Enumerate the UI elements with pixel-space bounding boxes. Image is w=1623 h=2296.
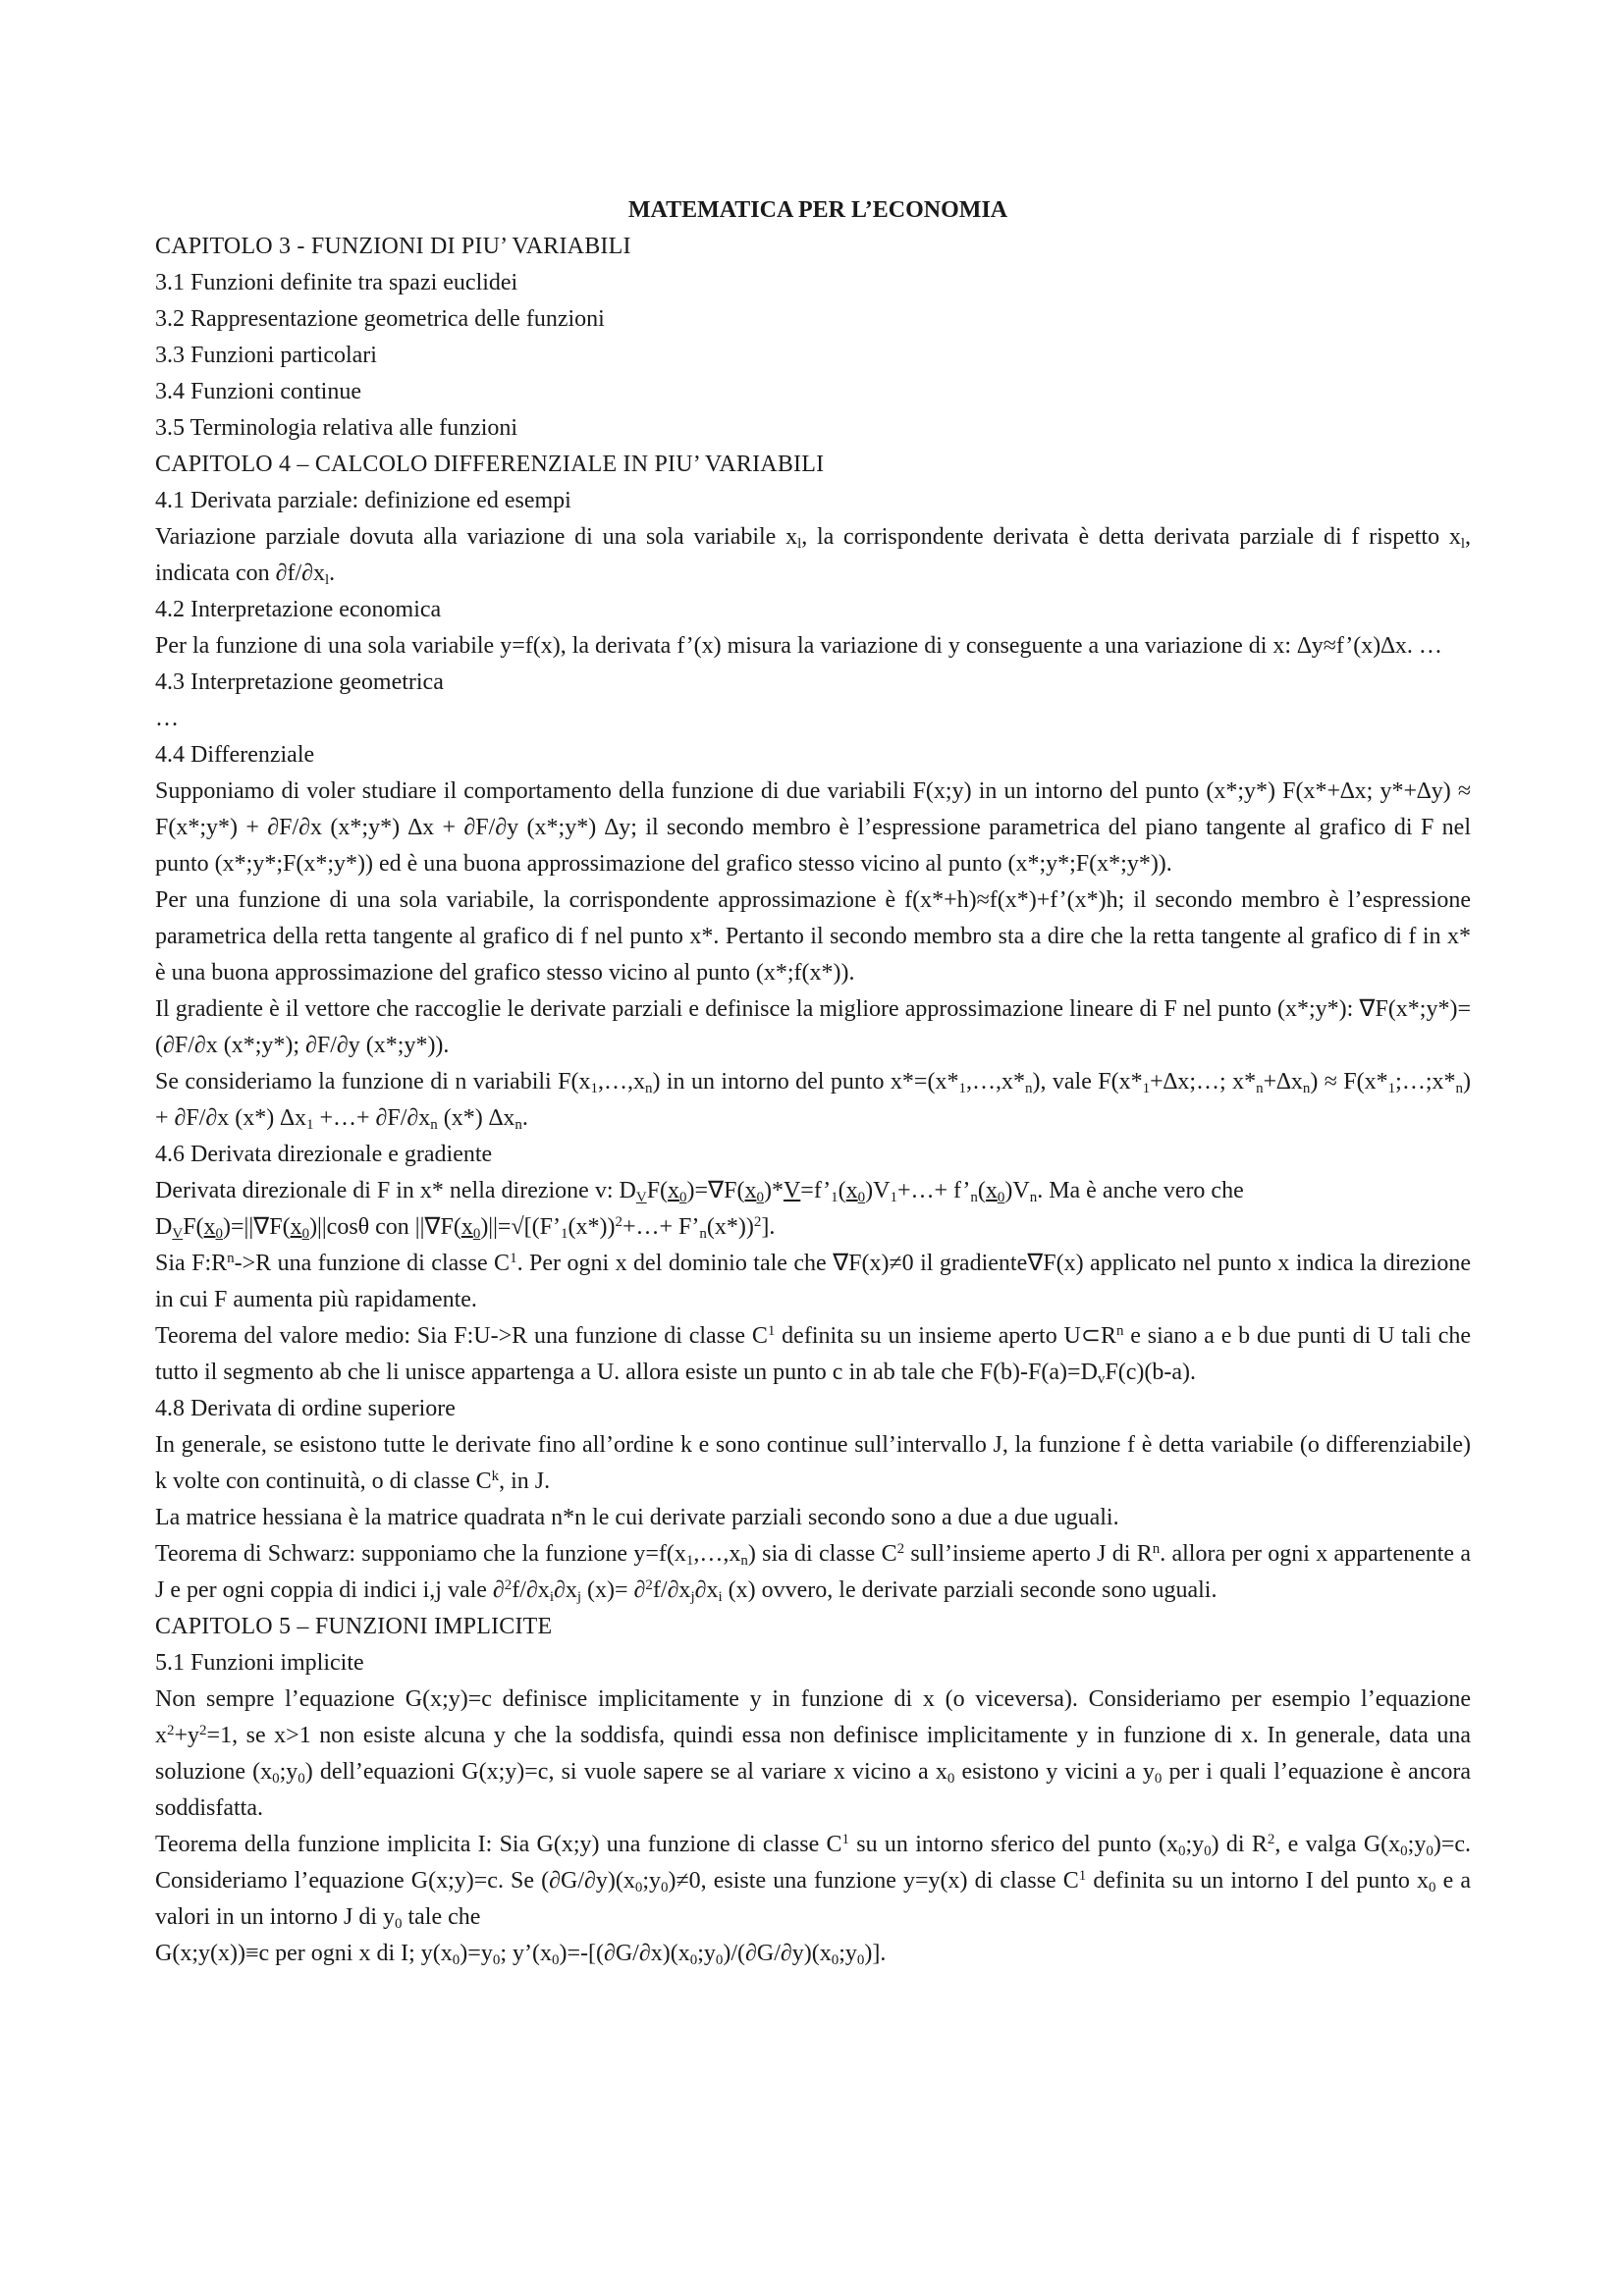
section-3-2: 3.2 Rappresentazione geometrica delle funzioni xyxy=(155,306,605,332)
section-4-4-intro: Supponiamo di voler studiare il comportamento della funzione di due variabili F(x;y) in un intorno del punto (x*;y*) F(x*+∆x; y*+∆y) ≈ F(x*;y*) + ∂F/∂x (x*;y*) ∆x + ∂F/∂y (x*;y*) ∆y; il secondo membro è l’espressione parametrica del piano tangente al grafico di F nel punto (x*;y*;F(x*;y*)) ed è una buona approssimazione del grafico stesso vicino al punto (x*;y*;F(x*;y*)). xyxy=(155,778,1471,877)
section-4-3-text: … xyxy=(155,706,179,731)
section-4-3-heading: 4.3 Interpretazione geometrica xyxy=(155,669,444,695)
document-page xyxy=(155,192,1471,1972)
section-4-6-cosine-formula: $D_VF(x_0)=||\nabla F(x_0)||\cos\theta$ con $||\nabla F(x_0)||=√[(F’_1(x*))^2+\dots+$ $F’_n(x*))^2$]. xyxy=(155,1214,776,1242)
section-4-4-gradient: Il gradiente è il vettore che raccoglie le derivate parziali e definisce la migliore approssimazione lineare di F nel punto (x*;y*): ∇F(x*;y*)=(∂F/∂x (x*;y*); ∂F/∂y (x*;y*)). xyxy=(155,996,1471,1058)
section-5-1-heading: 5.1 Funzioni implicite xyxy=(155,1650,364,1676)
section-3-3: 3.3 Funzioni particolari xyxy=(155,343,377,368)
section-3-4: 3.4 Funzioni continue xyxy=(155,379,361,404)
section-5-1-implicit-function-theorem: Teorema della funzione implicita I: Sia G(x;y) una funzione di classe $C^1$ su un intorno sferico del punto $(x_0;y_0)$ di $R^2$, e valga $G(x_0;y_0)=c$. Consideriamo l’equazione G(x;y)=c. Se $(\partial G/\partial y)(x_0;y_0)\ne 0$, esiste una funzione y=y(x) di classe $C^1$ definita su un intorno I del punto $x_0$ e a valori in un intorno J di $y_0$ tale che xyxy=(155,1832,1472,1932)
section-4-8-general: In generale, se esistono tutte le derivate fino all’ordine k e sono continue sull’intervallo J, la funzione f è detta variabile (o differenziabile) k volte con continuità, o di classe $C^k$, in J. xyxy=(155,1432,1471,1494)
section-4-6-gradient-direction: Sia $F:R^n->R$ una funzione di classe $C^1$. Per ogni x del dominio tale che ∇F(x)≠0 il gradiente∇F(x) applicato nel punto x indica la direzione in cui F aumenta più rapidamente. xyxy=(155,1251,1471,1312)
chapter-3-heading: CAPITOLO 3 - FUNZIONI DI PIU’ VARIABILI xyxy=(155,234,631,259)
section-3-1: 3.1 Funzioni definite tra spazi euclidei xyxy=(155,270,518,295)
section-4-4-n-variables: Se consideriamo la funzione di n variabili $F(x_1,\dots,x_n)$ in un intorno del punto $x*=(x*_1,\dots,x*_n)$, vale $F(x*_1+\Delta x;\dots$; $x*_n+\Delta x_n$) ≈ $F(x*_1;\dots;x*_n) + \partial F/\partial x$ (x*) $\Delta x_1$ +…+ $\partial F/\partial x_n$ (x*) $\Delta x_n$. xyxy=(155,1069,1471,1133)
chapter-5-heading: CAPITOLO 5 – FUNZIONI IMPLICITE xyxy=(155,1614,553,1639)
section-5-1-intro: Non sempre l’equazione G(x;y)=c definisce implicitamente y in funzione di x (o viceversa). Consideriamo per esempio l’equazione $x^2+y^2=1$, se x>1 non esiste alcuna y che la soddisfa, quindi essa non definisce implicitamente y in funzione di x. In generale, data una soluzione $(x_0;y_0)$ dell’equazioni G(x;y)=c, si vuole sapere se al variare x vicino a $x_0$ esistono y vicini a $y_0$ per i quali l’equazione è ancora soddisfatta. xyxy=(155,1686,1471,1821)
section-4-4-heading: 4.4 Differenziale xyxy=(155,742,315,768)
section-4-8-heading: 4.8 Derivata di ordine superiore xyxy=(155,1396,456,1421)
section-3-5: 3.5 Terminologia relativa alle funzioni xyxy=(155,415,518,441)
section-4-6-directional-derivative: Derivata direzionale di F in x* nella direzione v: $D_VF(x_0)=\nabla F(x_0)*V=f’_1(x_0)V_1+\dots+$ $f’_n(x_0)V_n$. Ma è anche vero che xyxy=(155,1178,1244,1205)
page-title: MATEMATICA PER L’ECONOMIA xyxy=(627,197,1008,223)
section-4-2-text: Per la funzione di una sola variabile y=f(x), la derivata f’(x) misura la variazione di y conseguente a una variazione di x: ∆y≈f’(x)∆x. … xyxy=(155,633,1442,659)
section-4-2-heading: 4.2 Interpretazione economica xyxy=(155,597,442,622)
section-4-1-heading: 4.1 Derivata parziale: definizione ed esempi xyxy=(155,488,571,513)
section-4-6-mean-value-theorem: Teorema del valore medio: Sia F:U->R una funzione di classe $C^1$ definita su un insieme aperto $U\subset R^n$ e siano a e b due punti di U tali che tutto il segmento ab che li unisce appartenga a U. allora esiste un punto c in ab tale che $F(b)-F(a)=D_vF(c)(b-a)$. xyxy=(155,1323,1472,1387)
chapter-4-heading: CAPITOLO 4 – CALCOLO DIFFERENZIALE IN PIU’ VARIABILI xyxy=(155,452,825,477)
section-4-6-heading: 4.6 Derivata direzionale e gradiente xyxy=(155,1142,493,1167)
section-4-8-schwarz-theorem: Teorema di Schwarz: supponiamo che la funzione $y=f(x_1,\dots,x_n)$ sia di classe $C^2$ sull’insieme aperto J di $R^n$. allora per ogni x appartenente a J e per ogni coppia di indici i,j vale $\partial^2f/\partial x_i\partial x_j$ $(x)= \partial^2f/\partial x_j\partial x_i$ (x) ovvero, le derivate parziali seconde sono uguali. xyxy=(155,1541,1472,1605)
section-4-8-hessian: La matrice hessiana è la matrice quadrata n*n le cui derivate parziali secondo sono a due a due uguali. xyxy=(155,1505,1119,1530)
section-4-4-single-variable: Per una funzione di una sola variabile, la corrispondente approssimazione è f(x*+h)≈f(x*)+f’(x*)h; il secondo membro è l’espressione parametrica della retta tangente al grafico di f nel punto x*. Pertanto il secondo membro sta a dire che la retta tangente al grafico di f in x* è una buona approssimazione del grafico stesso vicino al punto (x*;f(x*)). xyxy=(155,887,1471,986)
section-5-1-result-formula: G(x;y(x))≡c per ogni x di I; $y(x_0)=y_0$; $y’(x_0)=-[(\partial G/\partial x)(x_0;y_0)/(\partial G/\partial y)(x_0;y_0)]$. xyxy=(155,1941,887,1968)
section-4-1-text: Variazione parziale dovuta alla variazione di una sola variabile $x_l$, la corrispondente derivata è detta derivata parziale di f rispetto $x_l$, indicata con $\partial f/\partial x_l$. xyxy=(155,524,1471,588)
